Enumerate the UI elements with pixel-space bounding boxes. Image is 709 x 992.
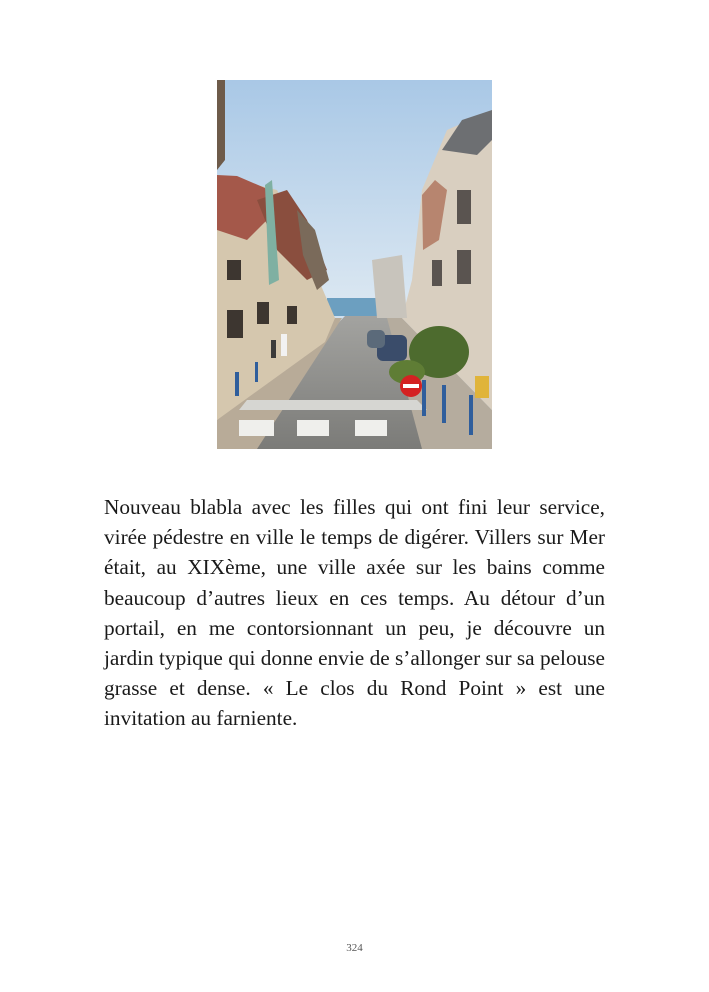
street-photo-illustration [217,80,492,449]
bollard [235,372,239,396]
bollard [469,395,473,435]
street-photo [217,80,492,449]
window [457,190,471,224]
body-paragraph: Nouveau blabla avec les filles qui ont fini leur service, virée pédestre en ville le temps de digérer. Villers sur Mer était, au XIXème, une ville axée sur les bains comme beaucoup d’autres lieux en ces temps. Au détour d’un portail, en me contorsionnant un peu, je découvre un jardin typique qui donne envie de s’allonger sur sa pelouse grasse et dense. « Le clos du Rond Point » est une invitation au farniente. [104,495,605,731]
window [432,260,442,286]
crosswalk-stripe [355,420,387,436]
window [257,302,269,324]
window [227,310,243,338]
road-stripe [239,400,427,410]
parked-car [367,330,385,348]
bollard [442,385,446,423]
left-building-dark [217,80,225,170]
bollard [255,362,258,382]
chair [475,376,489,398]
crosswalk-stripe [297,420,329,436]
far-building [372,255,407,318]
page-number: 324 [346,942,363,954]
pedestrian [271,340,276,358]
no-entry-sign-bar [403,384,419,388]
window [227,260,241,280]
bollard [422,380,426,416]
window [287,306,297,324]
window [457,250,471,284]
crosswalk-stripe [239,420,274,436]
pedestrian [281,334,287,356]
